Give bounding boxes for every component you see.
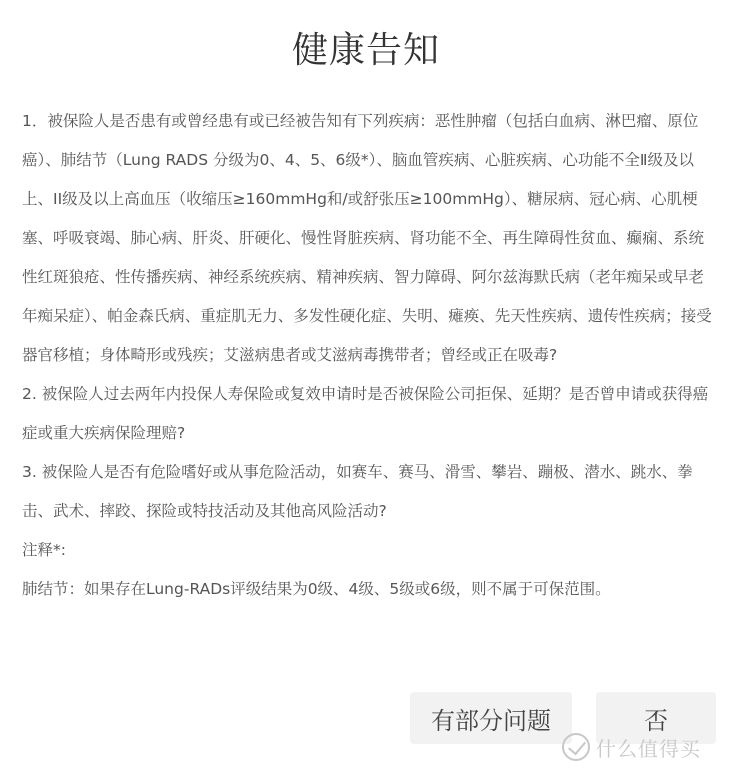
question-3: 3. 被保险人是否有危险嗜好或从事危险活动，如赛车、赛马、滑雪、攀岩、蹦极、潜水、跳水、拳击、武术、摔跤、探险或特技活动及其他高风险活动? [22,463,693,520]
watermark-text: 什么值得买 [596,736,701,761]
health-notice-content [22,102,712,609]
page-title: 健康告知 [291,30,440,71]
note-text: 肺结节：如果存在Lung-RADs评级结果为0级、4级、5级或6级，则不属于可保范围。 [22,580,611,598]
watermark [562,730,701,764]
no-button[interactable]: 否 [596,692,716,744]
question-1: 1．被保险人是否患有或曾经患有或已经被告知有下列疾病：恶性肿瘤（包括白血病、淋巴瘤、原位癌）、肺结节（Lung RADS 分级为0、4、5、6级*）、脑血管疾病、心脏疾病、心功能不全Ⅱ级及以上、II级及以上高血压（收缩压≥160mmHg和/或舒张压≥100mmHg）、糖尿病、冠心病、心肌梗塞、呼吸衰竭、肺心病、肝炎、肝硬化、慢性肾脏疾病、肾功能不全、再生障碍性贫血、癫痫、系统性红斑狼疮、性传播疾病、神经系统疾病、精神疾病、智力障碍、阿尔兹海默氏病（老年痴呆或早老年痴呆症）、帕金森氏病、重症肌无力、多发性硬化症、失明、瘫痪、先天性疾病、遗传性疾病；接受器官移植；身体畸形或残疾；艾滋病患者或艾滋病毒携带者；曾经或正在吸毒? [22,112,712,364]
note-label: 注释*: [22,541,66,559]
question-2: 2. 被保险人过去两年内投保人寿保险或复效申请时是否被保险公司拒保、延期？是否曾申请或获得癌症或重大疾病保险理赔? [22,385,709,442]
partial-issue-button[interactable]: 有部分问题 [410,692,572,744]
smzdm-logo-icon [562,733,590,761]
